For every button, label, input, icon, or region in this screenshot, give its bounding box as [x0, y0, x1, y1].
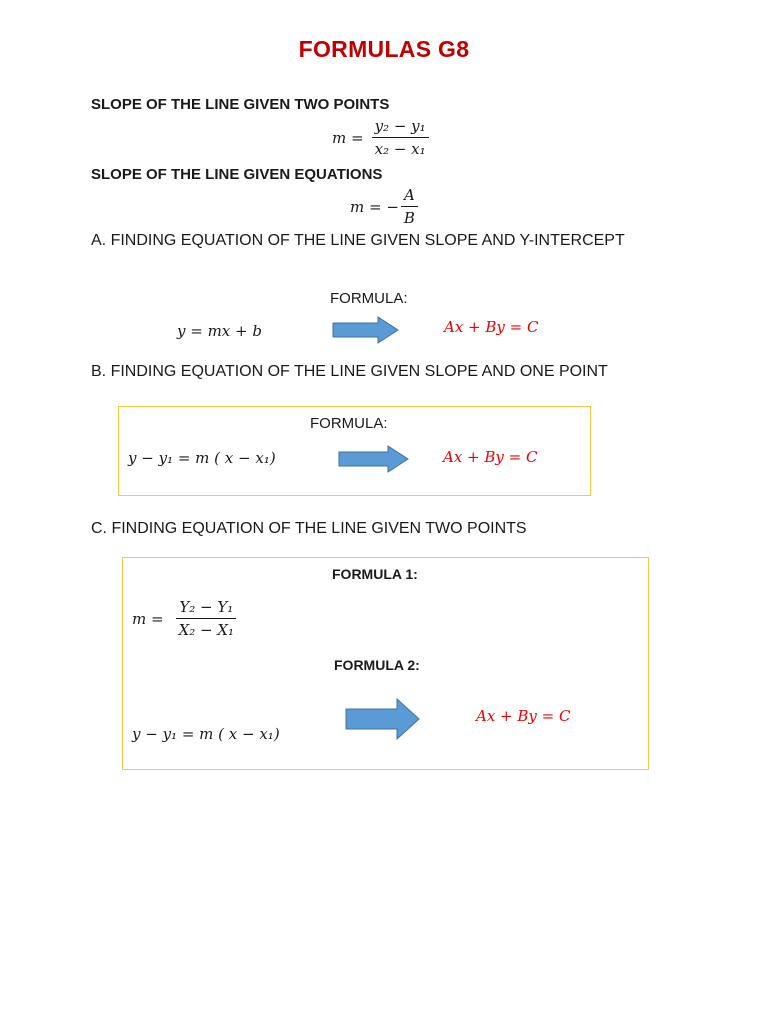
formula-1-label: FORMULA 1: — [332, 566, 418, 582]
fraction-denominator: B — [403, 209, 415, 227]
formula-lhs: m = — [332, 128, 364, 147]
result-standard-form-c: Ax + By = C — [476, 707, 571, 725]
fraction-numerator: A — [401, 186, 418, 207]
arrow-right-icon — [338, 445, 410, 473]
formula-slope-two-points — [332, 117, 429, 158]
fraction-numerator: y₂ − y₁ — [372, 117, 429, 138]
heading-section-b: B. FINDING EQUATION OF THE LINE GIVEN SLOPE AND ONE POINT — [91, 363, 608, 380]
heading-slope-equations: SLOPE OF THE LINE GIVEN EQUATIONS — [91, 166, 383, 183]
fraction — [372, 117, 429, 158]
equation-slope-intercept: y = mx + b — [177, 322, 262, 340]
arrow-right-icon — [345, 698, 421, 740]
fraction — [401, 186, 418, 227]
formula-lhs: m = — [132, 609, 164, 628]
fraction-denominator: x₂ − x₁ — [374, 140, 426, 158]
equation-point-slope-b: y − y₁ = m ( x − x₁) — [128, 449, 276, 467]
heading-section-c: C. FINDING EQUATION OF THE LINE GIVEN TWO POINTS — [91, 520, 527, 537]
formula-slope-c — [132, 598, 237, 639]
formula-2-label: FORMULA 2: — [334, 657, 420, 673]
equation-point-slope-c: y − y₁ = m ( x − x₁) — [132, 725, 280, 743]
result-standard-form-b: Ax + By = C — [443, 448, 538, 466]
page-title: FORMULAS G8 — [298, 36, 470, 62]
formula-lhs: m = − — [350, 197, 399, 216]
fraction-denominator: X₂ − X₁ — [178, 621, 235, 639]
formula-slope-equations — [350, 186, 418, 227]
heading-section-a: A. FINDING EQUATION OF THE LINE GIVEN SLOPE AND Y-INTERCEPT — [91, 232, 625, 249]
fraction — [176, 598, 238, 639]
fraction-numerator: Y₂ − Y₁ — [176, 598, 236, 619]
result-standard-form-a: Ax + By = C — [444, 318, 539, 336]
heading-slope-two-points: SLOPE OF THE LINE GIVEN TWO POINTS — [91, 96, 390, 113]
formula-label-b: FORMULA: — [310, 415, 388, 432]
arrow-right-icon — [332, 316, 400, 344]
formula-label-a: FORMULA: — [330, 290, 408, 307]
